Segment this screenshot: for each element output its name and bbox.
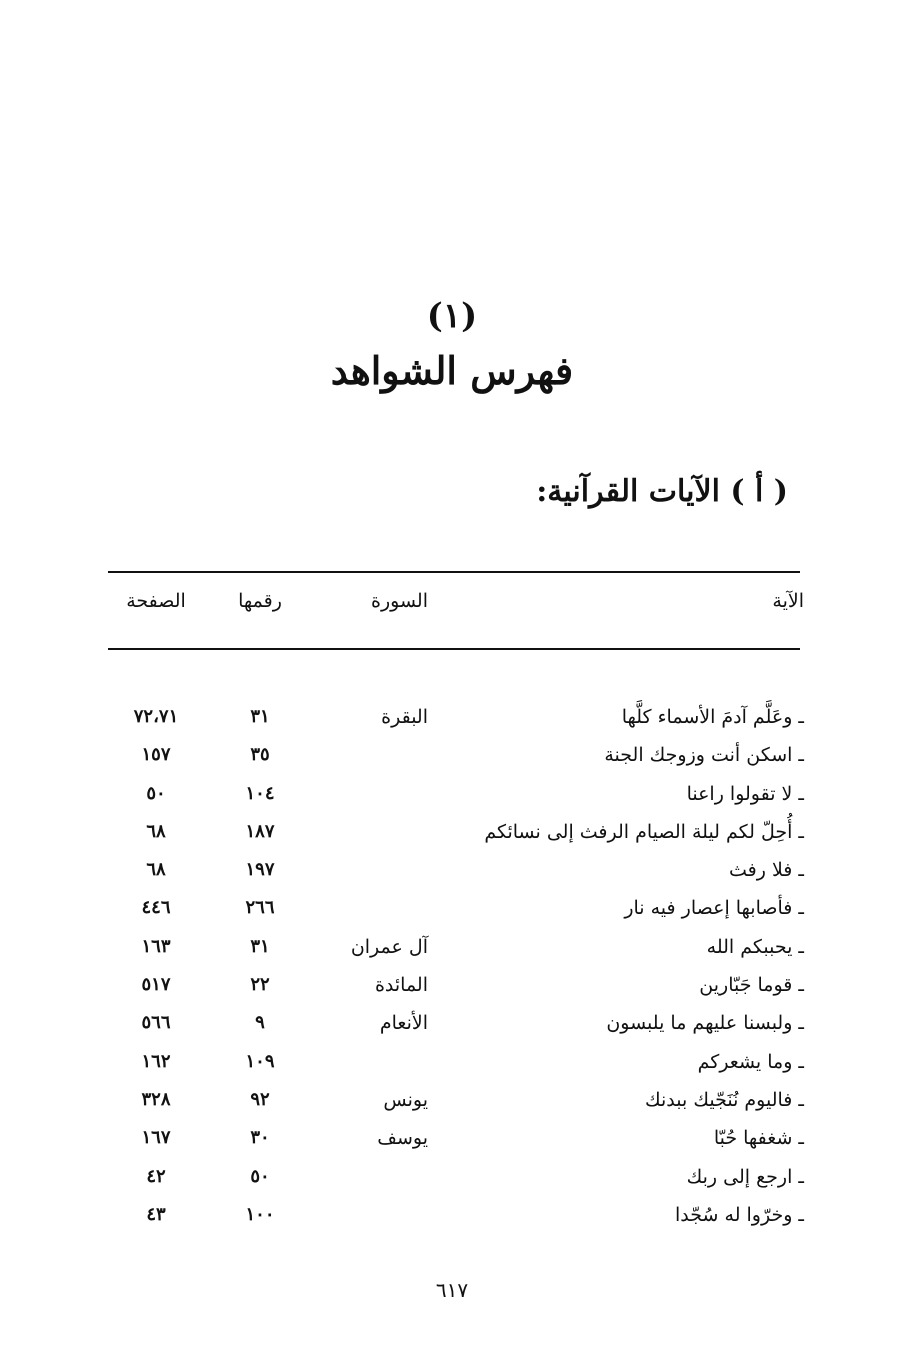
- page-number: ٦١٧: [435, 1278, 469, 1302]
- table-row: [0, 936, 904, 974]
- page-reference: ٤٣: [146, 1203, 166, 1225]
- table-header-rule: [108, 648, 800, 650]
- page-reference: ٦٨: [146, 859, 166, 881]
- table-row: [0, 706, 904, 744]
- ayah-text: ـ شغفها حُبّا: [713, 1127, 804, 1150]
- ayah-number: ٣١: [250, 706, 270, 727]
- page-reference: ٦٨: [146, 820, 166, 842]
- ayah-number: ٢٦٦: [245, 897, 275, 919]
- table-row: [0, 1127, 904, 1165]
- surah-name: المائدة: [374, 974, 428, 997]
- ayah-number: ٣١: [250, 935, 270, 957]
- table-row: [0, 783, 904, 821]
- ayah-number: ١٩٧: [245, 859, 275, 881]
- page-reference: ١٥٧: [141, 744, 171, 766]
- page-reference: ١٦٧: [141, 1127, 171, 1149]
- ayah-number: ٢٢: [250, 974, 270, 996]
- ayah-number: ١٠٠: [245, 1203, 275, 1225]
- ayah-number: ١٨٧: [245, 820, 275, 842]
- surah-name: آل عمران: [350, 935, 428, 958]
- index-number: (١): [426, 296, 478, 336]
- ayah-number: ٩٢: [250, 1088, 270, 1110]
- ayah-text: ـ يحببكم الله: [706, 935, 804, 958]
- page-reference: ٧٢،٧١: [133, 706, 179, 727]
- table-row: [0, 821, 904, 859]
- page-reference: ١٦٢: [141, 1050, 171, 1072]
- ayah-text: ـ فلا رفث: [729, 859, 804, 882]
- ayah-number: ٣٠: [250, 1127, 270, 1149]
- table-row: [0, 897, 904, 935]
- page-reference: ١٦٣: [141, 935, 171, 957]
- ayah-text: ـ ولبسنا عليهم ما يلبسون: [606, 1012, 804, 1035]
- surah-name: يوسف: [377, 1127, 428, 1150]
- column-header-ayah: الآية: [772, 590, 804, 612]
- page-reference: ٣٢٨: [141, 1088, 171, 1110]
- column-header-number: رقمها: [238, 590, 282, 612]
- table-row: [0, 1089, 904, 1127]
- ayah-text: ـ أُحِلّ لكم ليلة الصيام الرفث إلى نسائكم: [484, 820, 804, 843]
- ayah-text: ـ ارجع إلى ربك: [686, 1165, 804, 1188]
- table-row: [0, 1012, 904, 1050]
- ayah-text: ـ وعَلَّم آدمَ الأسماء كلَّها: [621, 706, 804, 728]
- ayah-text: ـ اسكن أنت وزوجك الجنة: [604, 744, 804, 767]
- ayah-number: ١٠٤: [245, 782, 275, 804]
- surah-name: البقرة: [381, 706, 428, 728]
- page-reference: ٥٦٦: [141, 1012, 171, 1034]
- table-row: [0, 744, 904, 782]
- page-reference: ٥١٧: [141, 974, 171, 996]
- table-row: [0, 1166, 904, 1204]
- column-header-page: الصفحة: [126, 590, 186, 612]
- index-title: فهرس الشواهد: [330, 348, 574, 393]
- table-row: [0, 1051, 904, 1089]
- table-top-rule: [108, 571, 800, 573]
- section-heading: ( أ ) الآيات القرآنية:: [536, 474, 788, 509]
- table-row: [0, 1204, 904, 1242]
- surah-name: الأنعام: [379, 1012, 428, 1035]
- page-reference: ٤٢: [146, 1165, 166, 1187]
- page-reference: ٤٤٦: [141, 897, 171, 919]
- ayah-text: ـ وما يشعركم: [697, 1050, 804, 1073]
- table-header: [0, 590, 904, 624]
- page-reference: ٥٠: [146, 782, 166, 804]
- ayah-number: ٩: [255, 1012, 265, 1034]
- ayah-number: ٣٥: [250, 744, 270, 766]
- table-row: [0, 859, 904, 897]
- column-header-surah: السورة: [371, 590, 428, 612]
- table-row: [0, 974, 904, 1012]
- ayah-text: ـ فاليوم نُنَجّيك ببدنك: [645, 1088, 804, 1111]
- ayah-text: ـ لا تقولوا راعنا: [686, 782, 804, 805]
- table-body: [0, 706, 904, 1242]
- ayah-number: ١٠٩: [245, 1050, 275, 1072]
- ayah-text: ـ وخرّوا له سُجّدا: [675, 1203, 804, 1226]
- ayah-text: ـ فأصابها إعصار فيه نار: [624, 897, 804, 920]
- ayah-number: ٥٠: [250, 1165, 270, 1187]
- surah-name: يونس: [383, 1088, 428, 1111]
- ayah-text: ـ قوما جَبّارين: [699, 974, 804, 997]
